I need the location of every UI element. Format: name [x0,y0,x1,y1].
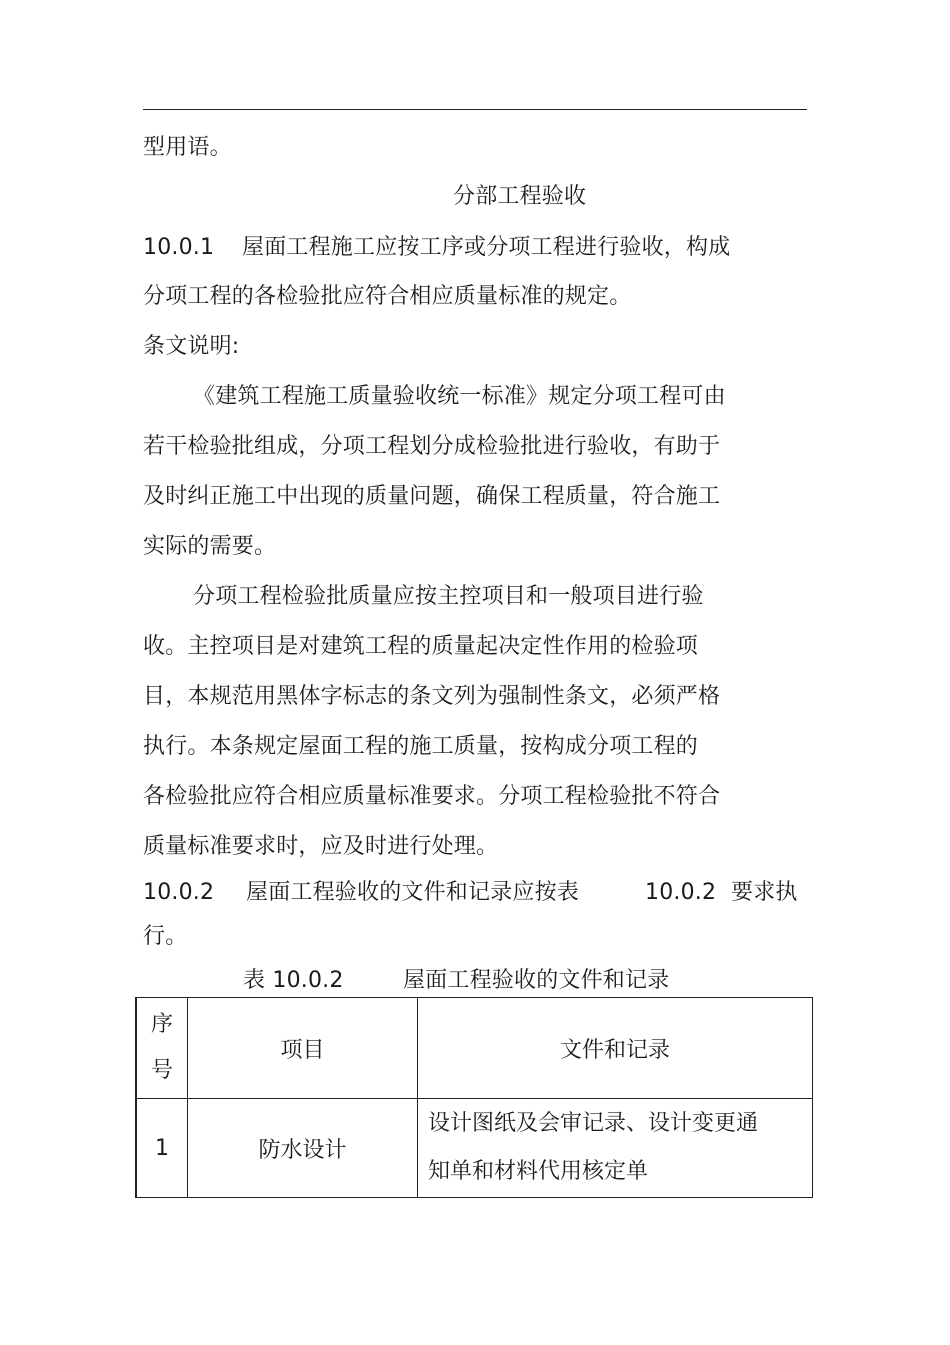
explanation-line: 收。主控项目是对建筑工程的质量起决定性作用的检验项 [143,634,699,659]
clause-text-line: 行。 [143,924,188,949]
explanation-line: 实际的需要。 [143,534,277,559]
header-no-line: 序 [150,1012,173,1037]
header-rule [143,109,807,110]
section-title: 分部工程验收 [453,184,587,209]
clause-number: 10.0.2 [143,880,215,905]
header-cell-records: 文件和记录 [418,998,813,1099]
header-no-line: 号 [150,1058,173,1083]
clause-number: 10.0.1 [143,235,215,260]
records-line: 设计图纸及会审记录、设计变更通 [428,1111,759,1136]
records-line: 知单和材料代用核定单 [428,1159,649,1184]
cell-item: 防水设计 [188,1099,418,1198]
explanation-line: 分项工程检验批质量应按主控项目和一般项目进行验 [193,584,704,609]
cell-records [418,1099,813,1198]
records-table [135,997,813,1198]
clause-text-line: 屋面工程施工应按工序或分项工程进行验收，构成 [242,235,731,260]
table-header-row [136,998,813,1099]
header-cell-no [136,998,188,1099]
explanation-line: 质量标准要求时，应及时进行处理。 [143,834,499,859]
explanation-line: 若干检验批组成，分项工程划分成检验批进行验收，有助于 [143,434,721,459]
explanation-heading: 条文说明: [143,334,240,359]
table-row [136,1099,813,1198]
clause-text-line: 屋面工程验收的文件和记录应按表 [246,880,580,905]
cell-no: 1 [136,1099,188,1198]
explanation-line: 目，本规范用黑体字标志的条文列为强制性条文，必须严格 [143,684,721,709]
explanation-line: 各检验批应符合相应质量标准要求。分项工程检验批不符合 [143,784,721,809]
explanation-line: 执行。本条规定屋面工程的施工质量，按构成分项工程的 [143,734,699,759]
clause-text-line: 分项工程的各检验批应符合相应质量标准的规定。 [143,284,632,309]
table-number: 表 10.0.2 [243,968,344,993]
continued-text: 型用语。 [143,135,232,160]
clause-text-line: 要求执 [731,880,798,905]
table-caption: 屋面工程验收的文件和记录 [403,968,670,993]
header-cell-item: 项目 [188,998,418,1099]
table-reference: 10.0.2 [645,880,717,905]
explanation-line: 及时纠正施工中出现的质量问题，确保工程质量，符合施工 [143,484,721,509]
explanation-line: 《建筑工程施工质量验收统一标准》规定分项工程可由 [193,384,726,409]
